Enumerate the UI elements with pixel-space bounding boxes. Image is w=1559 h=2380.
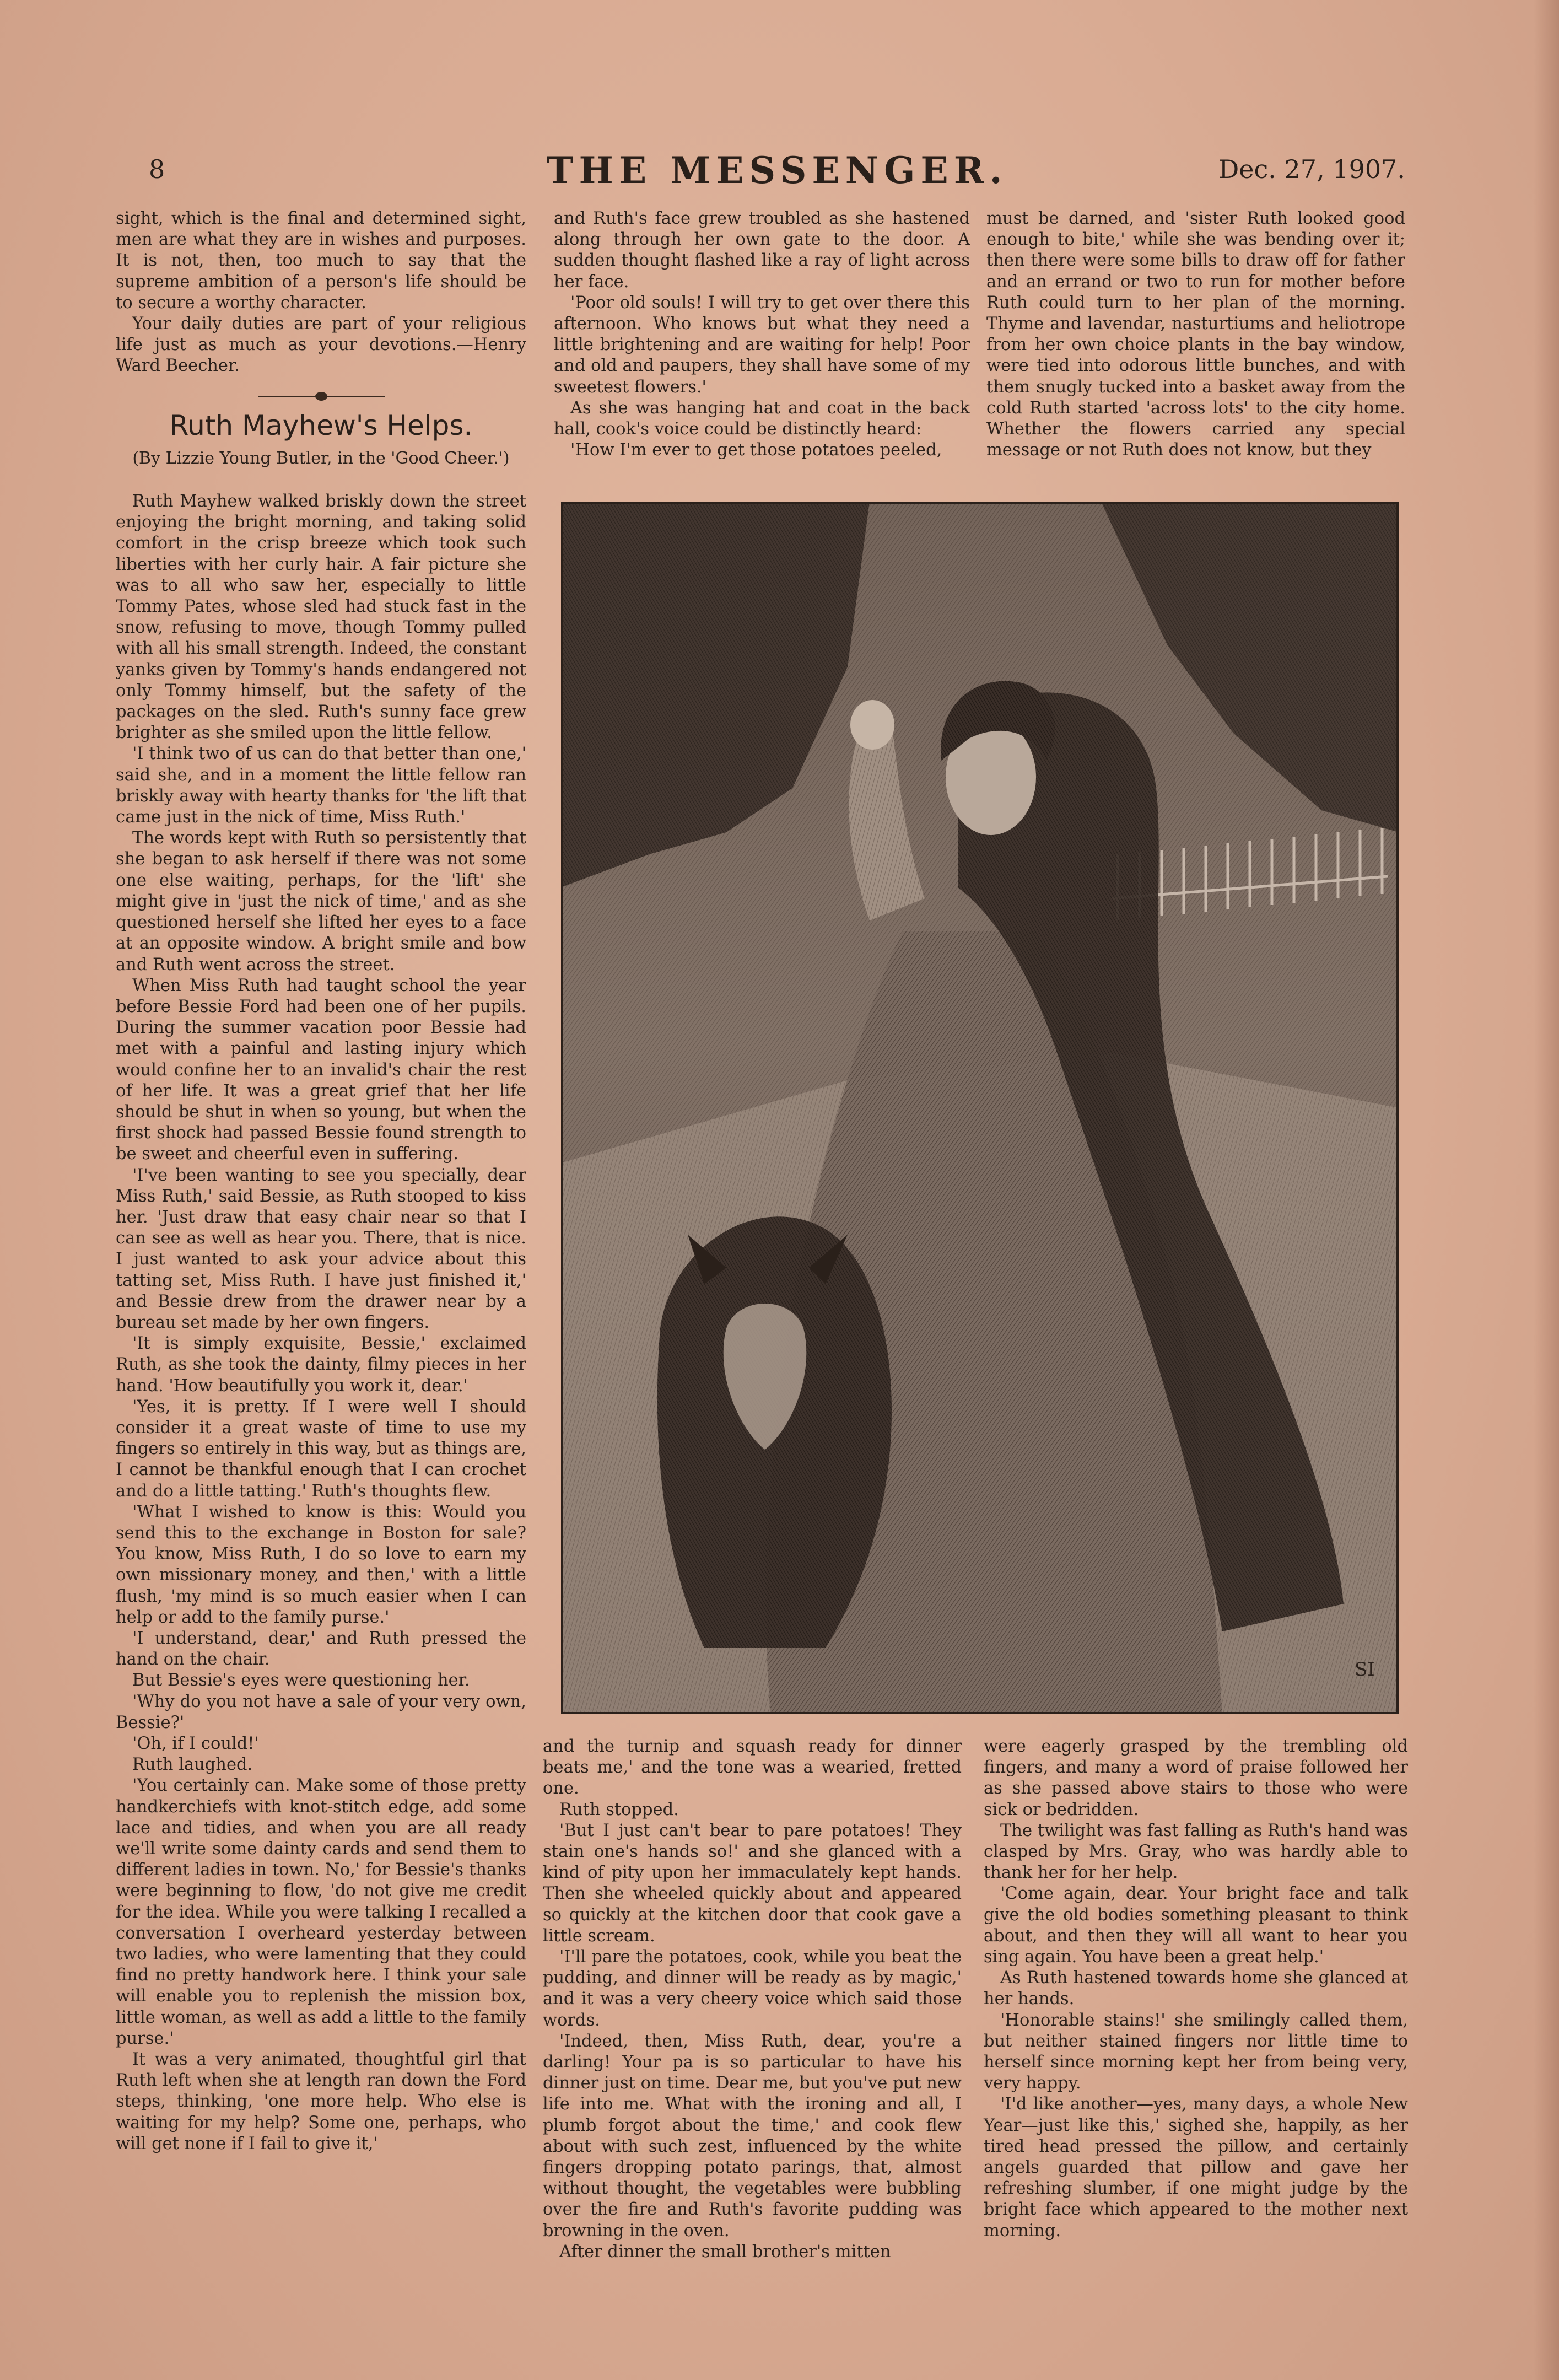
paragraph: 'Poor old souls! I will try to get over there this afternoon. Who knows but what they need a little brightening and are waiting for help! Poor and old and paupers, they shall have some of my sweetest flowers.' bbox=[554, 293, 970, 397]
page-number: 8 bbox=[149, 154, 165, 184]
paragraph: But Bessie's eyes were questioning her. bbox=[132, 1671, 470, 1690]
paragraph: Ruth stopped. bbox=[559, 1800, 679, 1819]
paragraph: The words kept with Ruth so persistently that she began to ask herself if there was not some one else waiting, perhaps, for the 'lift' she might give in 'just the nick of time,' and as she questioned herself she lifted her eyes to a face at an opposite window. A bright smile and bow and Ruth went across the street. bbox=[116, 828, 526, 974]
paragraph: and the turnip and squash ready for dinner beats me,' and the tone was a wearied, fretted one. bbox=[543, 1737, 962, 1799]
column-1 bbox=[116, 208, 526, 2155]
paragraph: When Miss Ruth had taught school the year before Bessie Ford had been one of her pupils. During the summer vacation poor Bessie had met with a painful and lasting injury which would confine her to an invalid's chair the rest of her life. It was a great grief that her life should be shut in when so young, but when the first shock had passed Bessie found strength to be sweet and cheerful even in suffering. bbox=[116, 976, 526, 1164]
illustration-woman-with-dog bbox=[561, 502, 1399, 1714]
paragraph: Ruth laughed. bbox=[132, 1755, 253, 1775]
paragraph: 'What I wished to know is this: Would you send this to the exchange in Boston for sale? You know, Miss Ruth, I do so love to earn my own missionary money, and then,' with a little flush, 'my mind is so much easier when I can help or add to the family purse.' bbox=[116, 1502, 526, 1627]
paragraph: and Ruth's face grew troubled as she hastened along through her own gate to the door. A sudden thought flashed like a ray of light across her face. bbox=[554, 209, 970, 292]
masthead: THE MESSENGER. bbox=[546, 149, 1008, 192]
paragraph: must be darned, and 'sister Ruth looked good enough to bite,' while she was bending over it; then there were some bills to draw off for father and an errand or two to run for mother before Ruth could turn to her plan of the morning. Thyme and lavendar, nasturtiums and heliotrope from her own choice plants in the bay window, were tied into odorous little bunches, and with them snugly tucked into a basket away from the cold Ruth started 'across lots' to the city home. Whether the flowers carried any special message or not Ruth does not know, but they bbox=[986, 209, 1405, 460]
issue-date: Dec. 27, 1907. bbox=[1218, 154, 1405, 184]
intro-paragraph: Your daily duties are part of your religious life just as much as your devotions.—Henry Ward Beecher. bbox=[116, 314, 526, 376]
paragraph: 'I've been wanting to see you specially, dear Miss Ruth,' said Bessie, as Ruth stooped to kiss her. 'Just draw that easy chair near so that I can see as well as hear you. There, that is nice. I just wanted to ask your advice about this tatting set, Miss Ruth. I have just finished it,' and Bessie drew from the drawer near by a bureau set made by her own fingers. bbox=[116, 1165, 526, 1332]
paragraph: 'Honorable stains!' she smilingly called them, but neither stained fingers nor little time to herself since morning kept her from being very, very happy. bbox=[984, 2010, 1408, 2093]
intro-paragraph: sight, which is the final and determined sight, men are what they are in wishes and purposes. It is not, then, too much to say that the supreme ambition of a person's life should be to secure a worthy character. bbox=[116, 209, 526, 313]
ornamental-divider bbox=[258, 396, 385, 397]
paragraph: Ruth Mayhew walked briskly down the street enjoying the bright morning, and taking solid comfort in the crisp breeze which took such liberties with her curly hair. A fair picture she was to all who saw her, especially to little Tommy Pates, whose sled had stuck fast in the snow, refusing to move, though Tommy pulled with all his small strength. Indeed, the constant yanks given by Tommy's hands endangered not only Tommy himself, but the safety of the packages on the sled. Ruth's sunny face grew brighter as she smiled upon the little fellow. bbox=[116, 492, 526, 743]
paragraph: After dinner the small brother's mitten bbox=[559, 2242, 891, 2261]
paragraph: 'I'll pare the potatoes, cook, while you beat the pudding, and dinner will be ready as by magic,' and it was a very cheery voice which said those words. bbox=[543, 1947, 962, 2030]
column-3-bottom bbox=[984, 1736, 1408, 2242]
page-header bbox=[149, 149, 1405, 198]
paragraph: 'I'd like another—yes, many days, a whole New Year—just like this,' sighed she, happily, as her tired head pressed the pillow, and certainly angels guarded that pillow and gave her refreshing slumber, if one might judge by the bright face which appeared to the mother next morning. bbox=[984, 2094, 1408, 2241]
paragraph: It was a very animated, thoughtful girl that Ruth left when she at length ran down the Ford steps, thinking, 'one more help. Who else is waiting for my help? Some one, perhaps, who will get none if I fail to give it,' bbox=[116, 2050, 526, 2153]
page-edge-shadow bbox=[1534, 0, 1559, 2380]
paragraph: The twilight was fast falling as Ruth's hand was clasped by Mrs. Gray, who was hardly able to thank her for her help. bbox=[984, 1821, 1408, 1883]
column-2-top bbox=[554, 208, 970, 467]
paragraph: As she was hanging hat and coat in the back hall, cook's voice could be distinctly heard: bbox=[554, 398, 970, 439]
paragraph: 'Yes, it is pretty. If I were well I should consider it a great waste of time to use my fingers so entirely in this way, but as things are, I cannot be thankful enough that I can crochet and do a little tatting.' Ruth's thoughts flew. bbox=[116, 1397, 526, 1501]
dog-figure bbox=[657, 1216, 892, 1648]
paragraph: 'It is simply exquisite, Bessie,' exclaimed Ruth, as she took the dainty, filmy pieces in her hand. 'How beautifully you work it, dear.' bbox=[116, 1334, 526, 1396]
paragraph: 'Oh, if I could!' bbox=[132, 1734, 259, 1754]
paragraph: 'Indeed, then, Miss Ruth, dear, you're a darling! Your pa is so particular to have his dinner just on time. Dear me, but you've put new life into me. What with the ironing and all, I plumb forgot about the time,' and cook flew about with such zest, influenced by the white fingers dropping potato parings, that, almost without thought, the vegetables were bubbling over the fire and Ruth's favorite pudding was browning in the oven. bbox=[543, 2031, 962, 2241]
paragraph: As Ruth hastened towards home she glanced at her hands. bbox=[984, 1968, 1408, 2009]
paragraph: were eagerly grasped by the trembling old fingers, and many a word of praise followed her as she passed above stairs to those who were sick or bedridden. bbox=[984, 1737, 1408, 1819]
paragraph: 'I think two of us can do that better than one,' said she, and in a moment the little fellow ran briskly away with hearty thanks for 'the lift that came just in the nick of time, Miss Ruth.' bbox=[116, 744, 526, 827]
paragraph: 'How I'm ever to get those potatoes peeled, bbox=[570, 440, 942, 460]
paragraph: 'Come again, dear. Your bright face and talk give the old bodies something pleasant to think about, and then they will all want to hear you sing again. You have been a great help.' bbox=[984, 1884, 1408, 1967]
paragraph: 'Why do you not have a sale of your very own, Bessie?' bbox=[116, 1692, 526, 1732]
paragraph: 'You certainly can. Make some of those pretty handkerchiefs with knot-stitch edge, add some lace and tidies, and when you are all ready we'll write some dainty cards and send them to different ladies in town. No,' for Bessie's thanks were beginning to flow, 'do not give me credit for the idea. While you were talking I recalled a conversation I overheard yesterday between two ladies, who were lamenting that they could find no pretty handwork here. I think your sale will enable you to replenish the mission box, little woman, as well as add a little to the family purse.' bbox=[116, 1776, 526, 2048]
story-title: Ruth Mayhew's Helps. bbox=[169, 409, 473, 441]
paragraph: 'But I just can't bear to pare potatoes! They stain one's hands so!' and she glanced with a kind of pity upon her immaculately kept hands. Then she wheeled quickly about and appeared so quickly at the kitchen door that cook gave a little scream. bbox=[543, 1821, 962, 1946]
column-3-top bbox=[986, 208, 1405, 467]
column-2-bottom bbox=[543, 1736, 962, 2263]
paragraph: 'I understand, dear,' and Ruth pressed the hand on the chair. bbox=[116, 1629, 526, 1670]
story-byline: (By Lizzie Young Butler, in the 'Good Cheer.') bbox=[132, 448, 510, 468]
artist-signature: SI bbox=[1355, 1659, 1375, 1681]
